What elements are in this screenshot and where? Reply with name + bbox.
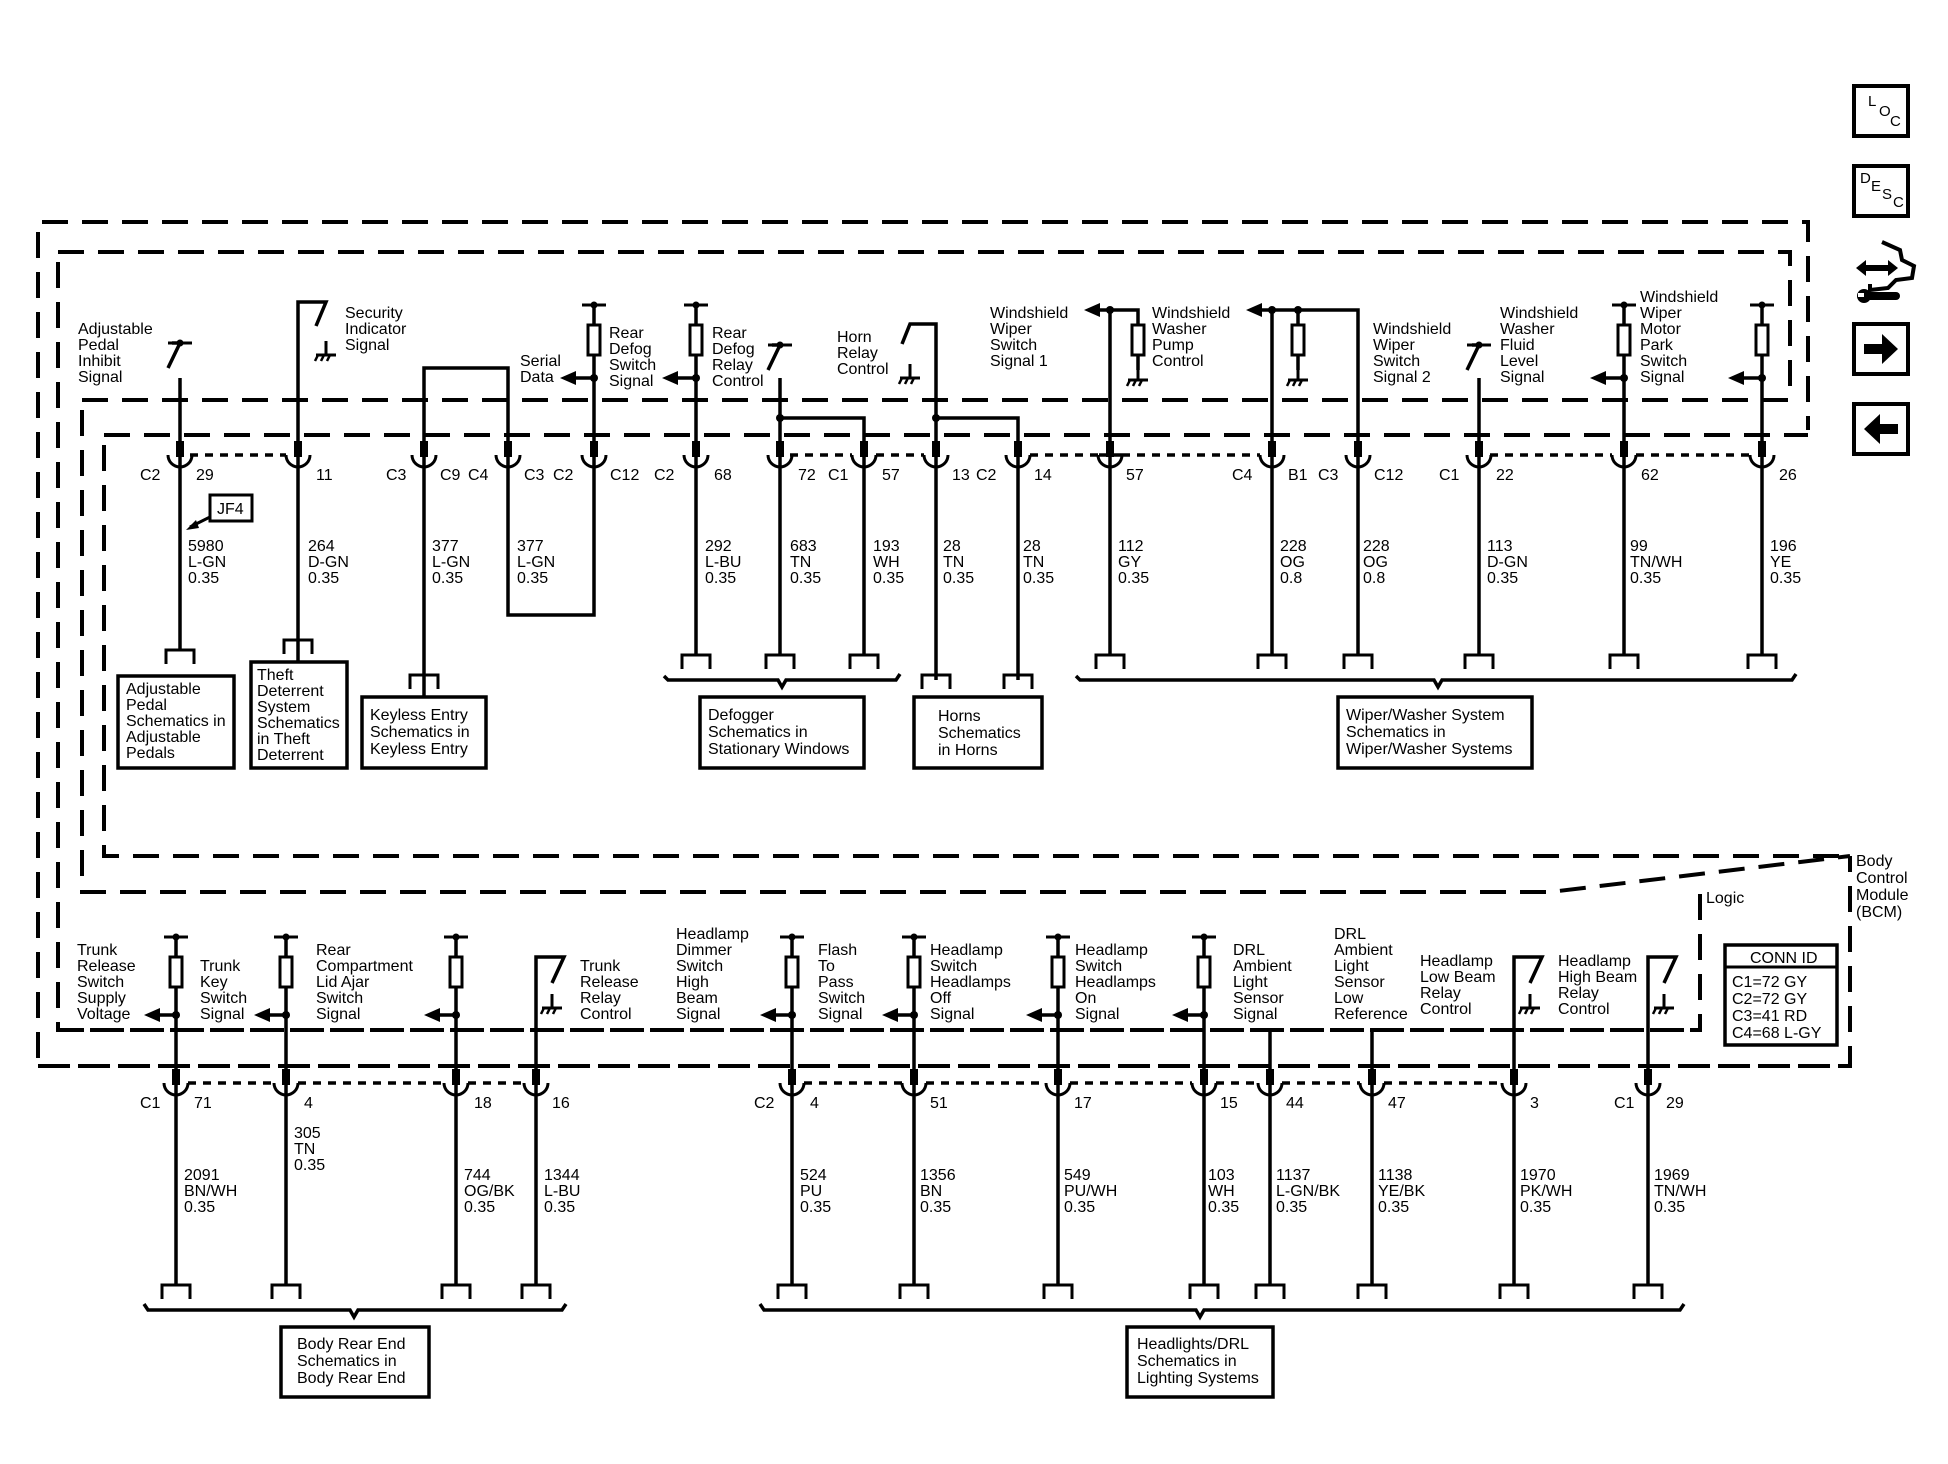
- svg-text:Rear: Rear: [712, 325, 747, 342]
- svg-text:Signal: Signal: [78, 369, 123, 386]
- svg-text:C3=41 RD: C3=41 RD: [1732, 1008, 1808, 1025]
- svg-text:0.35: 0.35: [544, 1199, 576, 1216]
- svg-text:228: 228: [1363, 538, 1390, 555]
- svg-text:0.35: 0.35: [1630, 570, 1662, 587]
- dest-wiper-washer[interactable]: [1338, 697, 1532, 768]
- svg-text:High: High: [676, 974, 709, 991]
- svg-text:62: 62: [1641, 467, 1659, 484]
- svg-text:Control: Control: [580, 1006, 632, 1023]
- svg-text:0.35: 0.35: [705, 570, 737, 587]
- svg-text:System: System: [257, 699, 311, 716]
- svg-text:C1=72 GY: C1=72 GY: [1732, 974, 1808, 991]
- svg-text:Reference: Reference: [1334, 1006, 1408, 1023]
- svg-text:Washer: Washer: [1152, 321, 1207, 338]
- svg-text:Washer: Washer: [1500, 321, 1555, 338]
- svg-text:C12: C12: [1374, 467, 1404, 484]
- svg-text:Control: Control: [1856, 870, 1908, 887]
- dest-body-rear-end[interactable]: [281, 1327, 429, 1397]
- svg-text:WH: WH: [873, 554, 900, 571]
- svg-text:47: 47: [1388, 1095, 1406, 1112]
- svg-text:Supply: Supply: [77, 990, 126, 1007]
- svg-text:Release: Release: [580, 974, 639, 991]
- svg-text:Windshield: Windshield: [1500, 305, 1579, 322]
- svg-text:Low: Low: [1334, 990, 1364, 1007]
- svg-text:Headlights/DRL: Headlights/DRL: [1137, 1336, 1250, 1353]
- svg-text:Rear: Rear: [316, 942, 351, 959]
- svg-text:C2: C2: [553, 467, 574, 484]
- desc-letter-e: E: [1871, 178, 1882, 195]
- svg-text:Security: Security: [345, 305, 403, 322]
- svg-text:TN: TN: [943, 554, 965, 571]
- svg-text:On: On: [1075, 990, 1097, 1007]
- svg-text:Signal: Signal: [345, 337, 390, 354]
- svg-text:0.35: 0.35: [1487, 570, 1519, 587]
- svg-text:Defogger: Defogger: [708, 707, 774, 724]
- svg-text:113: 113: [1487, 538, 1513, 555]
- desc-letter-s: S: [1882, 186, 1893, 203]
- top-destination-boxes: [118, 662, 1532, 768]
- svg-text:Headlamps: Headlamps: [930, 974, 1011, 991]
- svg-text:Schematics in: Schematics in: [126, 713, 226, 730]
- svg-text:16: 16: [552, 1095, 570, 1112]
- dest-adjustable-pedals[interactable]: [118, 676, 234, 768]
- bottom-destination-boxes: [281, 1327, 1273, 1397]
- svg-text:Horn: Horn: [837, 329, 872, 346]
- svg-text:C4: C4: [1232, 467, 1253, 484]
- svg-text:Signal: Signal: [676, 1006, 721, 1023]
- svg-text:Keyless Entry: Keyless Entry: [370, 707, 468, 724]
- svg-text:2091: 2091: [184, 1167, 220, 1184]
- svg-text:Pass: Pass: [818, 974, 854, 991]
- dest-theft-deterrent[interactable]: [251, 662, 347, 768]
- svg-text:Ambient: Ambient: [1233, 958, 1292, 975]
- svg-text:Headlamp: Headlamp: [1075, 942, 1148, 959]
- svg-text:744: 744: [464, 1167, 491, 1184]
- svg-text:Voltage: Voltage: [77, 1006, 131, 1023]
- svg-text:Pedal: Pedal: [126, 697, 167, 714]
- svg-text:71: 71: [194, 1095, 212, 1112]
- svg-text:Headlamp: Headlamp: [676, 926, 749, 943]
- svg-text:Switch: Switch: [200, 990, 248, 1007]
- svg-text:Ambient: Ambient: [1334, 942, 1393, 959]
- svg-text:Pedals: Pedals: [126, 745, 175, 762]
- svg-text:Control: Control: [1420, 1001, 1472, 1018]
- svg-text:Stationary Windows: Stationary Windows: [708, 741, 850, 758]
- svg-text:Wiper/Washer System: Wiper/Washer System: [1346, 707, 1505, 724]
- svg-text:YE/BK: YE/BK: [1378, 1183, 1426, 1200]
- svg-text:Deterrent: Deterrent: [257, 747, 324, 764]
- svg-text:0.35: 0.35: [1118, 570, 1150, 587]
- svg-text:Wiper: Wiper: [1640, 305, 1682, 322]
- svg-text:Flash: Flash: [818, 942, 858, 959]
- svg-text:DRL: DRL: [1334, 926, 1367, 943]
- svg-text:18: 18: [474, 1095, 492, 1112]
- svg-text:Switch: Switch: [1640, 353, 1688, 370]
- svg-text:Control: Control: [837, 361, 889, 378]
- svg-text:0.35: 0.35: [1276, 1199, 1308, 1216]
- svg-text:B1: B1: [1288, 467, 1308, 484]
- svg-text:Signal 1: Signal 1: [990, 353, 1048, 370]
- svg-text:28: 28: [943, 538, 961, 555]
- svg-text:4: 4: [810, 1095, 819, 1112]
- svg-text:Schematics in: Schematics in: [370, 724, 470, 741]
- svg-text:112: 112: [1118, 538, 1144, 555]
- svg-text:Relay: Relay: [580, 990, 621, 1007]
- svg-text:0.35: 0.35: [943, 570, 975, 587]
- loc-letter-c: C: [1890, 113, 1901, 130]
- svg-text:Switch: Switch: [77, 974, 125, 991]
- svg-text:Key: Key: [200, 974, 228, 991]
- svg-text:51: 51: [930, 1095, 948, 1112]
- svg-text:C1: C1: [828, 467, 849, 484]
- svg-text:OG/BK: OG/BK: [464, 1183, 515, 1200]
- svg-text:Signal: Signal: [1640, 369, 1685, 386]
- svg-text:0.35: 0.35: [464, 1199, 496, 1216]
- svg-text:Body: Body: [1856, 853, 1893, 870]
- top-wire-specs: [188, 538, 1801, 587]
- svg-text:C2=72 GY: C2=72 GY: [1732, 991, 1808, 1008]
- svg-text:0.35: 0.35: [294, 1157, 326, 1174]
- svg-text:PU: PU: [800, 1183, 823, 1200]
- svg-text:L-BU: L-BU: [544, 1183, 581, 1200]
- bottom-connector-labels: [140, 1095, 1684, 1112]
- desc-letter-d: D: [1860, 170, 1871, 187]
- svg-text:0.35: 0.35: [800, 1199, 832, 1216]
- svg-text:GY: GY: [1118, 554, 1142, 571]
- svg-text:in Theft: in Theft: [257, 731, 311, 748]
- svg-text:4: 4: [304, 1095, 313, 1112]
- svg-text:C1: C1: [1439, 467, 1460, 484]
- svg-text:D-GN: D-GN: [308, 554, 349, 571]
- desc-letter-c: C: [1893, 194, 1904, 211]
- svg-text:Body Rear End: Body Rear End: [297, 1336, 406, 1353]
- svg-text:72: 72: [798, 467, 816, 484]
- svg-text:Schematics in: Schematics in: [708, 724, 808, 741]
- svg-text:0.35: 0.35: [308, 570, 340, 587]
- svg-text:0.35: 0.35: [1378, 1199, 1410, 1216]
- svg-text:Sensor: Sensor: [1233, 990, 1284, 1007]
- svg-text:0.35: 0.35: [1654, 1199, 1686, 1216]
- svg-text:Relay: Relay: [1420, 985, 1461, 1002]
- svg-text:Schematics in: Schematics in: [1137, 1353, 1237, 1370]
- svg-text:Indicator: Indicator: [345, 321, 407, 338]
- svg-text:Adjustable: Adjustable: [126, 729, 201, 746]
- svg-text:L-GN: L-GN: [188, 554, 227, 571]
- svg-text:Inhibit: Inhibit: [78, 353, 121, 370]
- svg-text:in Horns: in Horns: [938, 742, 998, 759]
- svg-text:Light: Light: [1334, 958, 1369, 975]
- svg-text:TN: TN: [1023, 554, 1045, 571]
- svg-text:OG: OG: [1363, 554, 1388, 571]
- svg-text:305: 305: [294, 1125, 321, 1142]
- svg-text:292: 292: [705, 538, 732, 555]
- svg-text:Defog: Defog: [712, 341, 755, 358]
- svg-text:683: 683: [790, 538, 817, 555]
- svg-text:193: 193: [873, 538, 900, 555]
- svg-text:L-GN: L-GN: [517, 554, 556, 571]
- loc-letter-o: O: [1879, 103, 1891, 120]
- svg-text:28: 28: [1023, 538, 1041, 555]
- svg-text:Relay: Relay: [837, 345, 878, 362]
- svg-text:BN/WH: BN/WH: [184, 1183, 238, 1200]
- svg-text:Signal 2: Signal 2: [1373, 369, 1431, 386]
- svg-text:0.8: 0.8: [1363, 570, 1386, 587]
- svg-text:Body Rear End: Body Rear End: [297, 1370, 406, 1387]
- svg-text:103: 103: [1208, 1167, 1235, 1184]
- svg-text:Pump: Pump: [1152, 337, 1194, 354]
- svg-text:C3: C3: [1318, 467, 1339, 484]
- svg-text:13: 13: [952, 467, 970, 484]
- bottom-circuit-labels: [77, 926, 1637, 1023]
- svg-text:524: 524: [800, 1167, 827, 1184]
- svg-text:0.35: 0.35: [1520, 1199, 1552, 1216]
- svg-text:Schematics in: Schematics in: [297, 1353, 397, 1370]
- svg-text:Windshield: Windshield: [1640, 289, 1719, 306]
- svg-text:C2: C2: [976, 467, 997, 484]
- dest-headlights-drl[interactable]: [1127, 1327, 1273, 1397]
- svg-text:WH: WH: [1208, 1183, 1235, 1200]
- conn-id-table: [1725, 945, 1837, 1045]
- svg-text:0.35: 0.35: [188, 570, 220, 587]
- svg-text:Park: Park: [1640, 337, 1673, 354]
- svg-text:C9: C9: [440, 467, 461, 484]
- svg-text:Headlamp: Headlamp: [930, 942, 1003, 959]
- svg-text:Dimmer: Dimmer: [676, 942, 732, 959]
- svg-text:Sensor: Sensor: [1334, 974, 1385, 991]
- svg-text:Switch: Switch: [316, 990, 364, 1007]
- svg-text:1970: 1970: [1520, 1167, 1556, 1184]
- svg-text:5980: 5980: [188, 538, 224, 555]
- svg-text:To: To: [818, 958, 835, 975]
- svg-text:Signal: Signal: [930, 1006, 975, 1023]
- svg-text:Windshield: Windshield: [990, 305, 1069, 322]
- svg-text:Light: Light: [1233, 974, 1268, 991]
- svg-text:YE: YE: [1770, 554, 1792, 571]
- svg-text:C1: C1: [1614, 1095, 1635, 1112]
- svg-text:Control: Control: [1152, 353, 1204, 370]
- svg-text:JF4: JF4: [217, 501, 244, 518]
- jf4-splice-badge[interactable]: [186, 495, 252, 530]
- svg-text:Relay: Relay: [712, 357, 753, 374]
- svg-text:0.35: 0.35: [432, 570, 464, 587]
- svg-text:Low Beam: Low Beam: [1420, 969, 1496, 986]
- svg-text:Data: Data: [520, 369, 554, 386]
- svg-text:Headlamp: Headlamp: [1420, 953, 1493, 970]
- svg-text:29: 29: [1666, 1095, 1684, 1112]
- svg-text:0.35: 0.35: [184, 1199, 216, 1216]
- svg-text:0.35: 0.35: [517, 570, 549, 587]
- svg-text:57: 57: [882, 467, 900, 484]
- svg-text:Switch: Switch: [930, 958, 978, 975]
- svg-text:Switch: Switch: [1373, 353, 1421, 370]
- svg-text:Switch: Switch: [990, 337, 1038, 354]
- svg-text:3: 3: [1530, 1095, 1539, 1112]
- svg-text:196: 196: [1770, 538, 1797, 555]
- svg-text:C3: C3: [524, 467, 545, 484]
- svg-text:C12: C12: [610, 467, 640, 484]
- svg-text:Schematics in: Schematics in: [1346, 724, 1446, 741]
- svg-text:1344: 1344: [544, 1167, 580, 1184]
- svg-text:Wiper: Wiper: [1373, 337, 1415, 354]
- svg-text:Rear: Rear: [609, 325, 644, 342]
- svg-text:99: 99: [1630, 538, 1648, 555]
- svg-text:377: 377: [432, 538, 459, 555]
- svg-text:Windshield: Windshield: [1373, 321, 1452, 338]
- svg-text:44: 44: [1286, 1095, 1304, 1112]
- svg-text:TN/WH: TN/WH: [1630, 554, 1683, 571]
- loc-letter-l: L: [1868, 93, 1877, 110]
- svg-text:Switch: Switch: [609, 357, 657, 374]
- svg-text:Signal: Signal: [1500, 369, 1545, 386]
- svg-text:1138: 1138: [1378, 1167, 1413, 1184]
- svg-text:0.35: 0.35: [1208, 1199, 1240, 1216]
- svg-text:1356: 1356: [920, 1167, 956, 1184]
- svg-text:Theft: Theft: [257, 667, 294, 684]
- svg-text:Motor: Motor: [1640, 321, 1681, 338]
- svg-text:L-GN: L-GN: [432, 554, 471, 571]
- svg-text:228: 228: [1280, 538, 1307, 555]
- svg-text:1969: 1969: [1654, 1167, 1690, 1184]
- svg-text:Signal: Signal: [1075, 1006, 1120, 1023]
- svg-text:Windshield: Windshield: [1152, 305, 1231, 322]
- svg-text:CONN ID: CONN ID: [1750, 950, 1818, 967]
- svg-text:High Beam: High Beam: [1558, 969, 1638, 986]
- top-connector-labels: [140, 467, 1797, 484]
- svg-text:0.35: 0.35: [1064, 1199, 1096, 1216]
- svg-text:Release: Release: [77, 958, 136, 975]
- svg-text:0.8: 0.8: [1280, 570, 1303, 587]
- svg-text:Schematics: Schematics: [938, 725, 1021, 742]
- svg-text:Pedal: Pedal: [78, 337, 119, 354]
- svg-text:17: 17: [1074, 1095, 1092, 1112]
- svg-text:Headlamp: Headlamp: [1558, 953, 1631, 970]
- svg-text:Trunk: Trunk: [200, 958, 241, 975]
- svg-text:Adjustable: Adjustable: [78, 321, 153, 338]
- svg-text:C4: C4: [468, 467, 489, 484]
- svg-text:Trunk: Trunk: [580, 958, 621, 975]
- svg-text:Off: Off: [930, 990, 952, 1007]
- svg-text:377: 377: [517, 538, 544, 555]
- svg-text:C2: C2: [140, 467, 161, 484]
- svg-text:Compartment: Compartment: [316, 958, 413, 975]
- logic-label: Logic: [1706, 890, 1745, 907]
- svg-text:Horns: Horns: [938, 708, 981, 725]
- svg-text:0.35: 0.35: [1770, 570, 1802, 587]
- svg-text:Lighting Systems: Lighting Systems: [1137, 1370, 1259, 1387]
- bcm-label: [1856, 853, 1909, 921]
- svg-text:TN/WH: TN/WH: [1654, 1183, 1707, 1200]
- svg-text:L-BU: L-BU: [705, 554, 742, 571]
- svg-text:Relay: Relay: [1558, 985, 1599, 1002]
- svg-text:26: 26: [1779, 467, 1797, 484]
- svg-text:C1: C1: [140, 1095, 161, 1112]
- svg-text:Switch: Switch: [818, 990, 866, 1007]
- svg-text:OG: OG: [1280, 554, 1305, 571]
- svg-text:22: 22: [1496, 467, 1514, 484]
- svg-text:C3: C3: [386, 467, 407, 484]
- svg-text:Signal: Signal: [316, 1006, 361, 1023]
- svg-text:Keyless Entry: Keyless Entry: [370, 741, 468, 758]
- bottom-wire-specs: [184, 1125, 1706, 1216]
- svg-text:57: 57: [1126, 467, 1144, 484]
- svg-text:14: 14: [1034, 467, 1052, 484]
- svg-text:Switch: Switch: [1075, 958, 1123, 975]
- svg-text:68: 68: [714, 467, 732, 484]
- svg-text:Switch: Switch: [676, 958, 724, 975]
- svg-text:Trunk: Trunk: [77, 942, 118, 959]
- svg-text:TN: TN: [294, 1141, 316, 1158]
- svg-text:BN: BN: [920, 1183, 943, 1200]
- svg-text:C4=68 L-GY: C4=68 L-GY: [1732, 1025, 1822, 1042]
- svg-text:Serial: Serial: [520, 353, 561, 370]
- svg-text:Schematics: Schematics: [257, 715, 340, 732]
- dest-defogger[interactable]: [700, 697, 864, 768]
- svg-text:Deterrent: Deterrent: [257, 683, 324, 700]
- svg-text:C2: C2: [754, 1095, 775, 1112]
- svg-text:0.35: 0.35: [873, 570, 905, 587]
- svg-text:Control: Control: [712, 373, 764, 390]
- svg-text:549: 549: [1064, 1167, 1091, 1184]
- svg-text:0.35: 0.35: [1023, 570, 1055, 587]
- svg-text:1137: 1137: [1276, 1167, 1311, 1184]
- svg-text:15: 15: [1220, 1095, 1238, 1112]
- svg-text:Adjustable: Adjustable: [126, 681, 201, 698]
- svg-text:PK/WH: PK/WH: [1520, 1183, 1573, 1200]
- dest-keyless-entry[interactable]: [362, 697, 486, 768]
- svg-text:0.35: 0.35: [790, 570, 822, 587]
- svg-text:Signal: Signal: [818, 1006, 863, 1023]
- svg-text:11: 11: [316, 467, 333, 484]
- svg-text:Defog: Defog: [609, 341, 652, 358]
- svg-text:Fluid: Fluid: [1500, 337, 1535, 354]
- svg-text:Signal: Signal: [1233, 1006, 1278, 1023]
- svg-text:Beam: Beam: [676, 990, 718, 1007]
- svg-text:Signal: Signal: [200, 1006, 245, 1023]
- svg-text:0.35: 0.35: [920, 1199, 952, 1216]
- svg-text:Wiper: Wiper: [990, 321, 1032, 338]
- svg-text:L-GN/BK: L-GN/BK: [1276, 1183, 1341, 1200]
- svg-text:D-GN: D-GN: [1487, 554, 1528, 571]
- svg-text:Signal: Signal: [609, 373, 654, 390]
- svg-text:Level: Level: [1500, 353, 1539, 370]
- svg-text:Module: Module: [1856, 887, 1909, 904]
- svg-text:29: 29: [196, 467, 214, 484]
- bcm-outline: [38, 222, 1850, 1066]
- dest-horns[interactable]: [914, 697, 1042, 768]
- svg-text:Control: Control: [1558, 1001, 1610, 1018]
- svg-text:TN: TN: [790, 554, 812, 571]
- svg-text:Headlamps: Headlamps: [1075, 974, 1156, 991]
- svg-text:C2: C2: [654, 467, 675, 484]
- svg-text:DRL: DRL: [1233, 942, 1266, 959]
- svg-text:PU/WH: PU/WH: [1064, 1183, 1118, 1200]
- svg-text:(BCM): (BCM): [1856, 904, 1903, 921]
- svg-text:264: 264: [308, 538, 335, 555]
- svg-text:Lid Ajar: Lid Ajar: [316, 974, 370, 991]
- svg-text:Wiper/Washer Systems: Wiper/Washer Systems: [1346, 741, 1513, 758]
